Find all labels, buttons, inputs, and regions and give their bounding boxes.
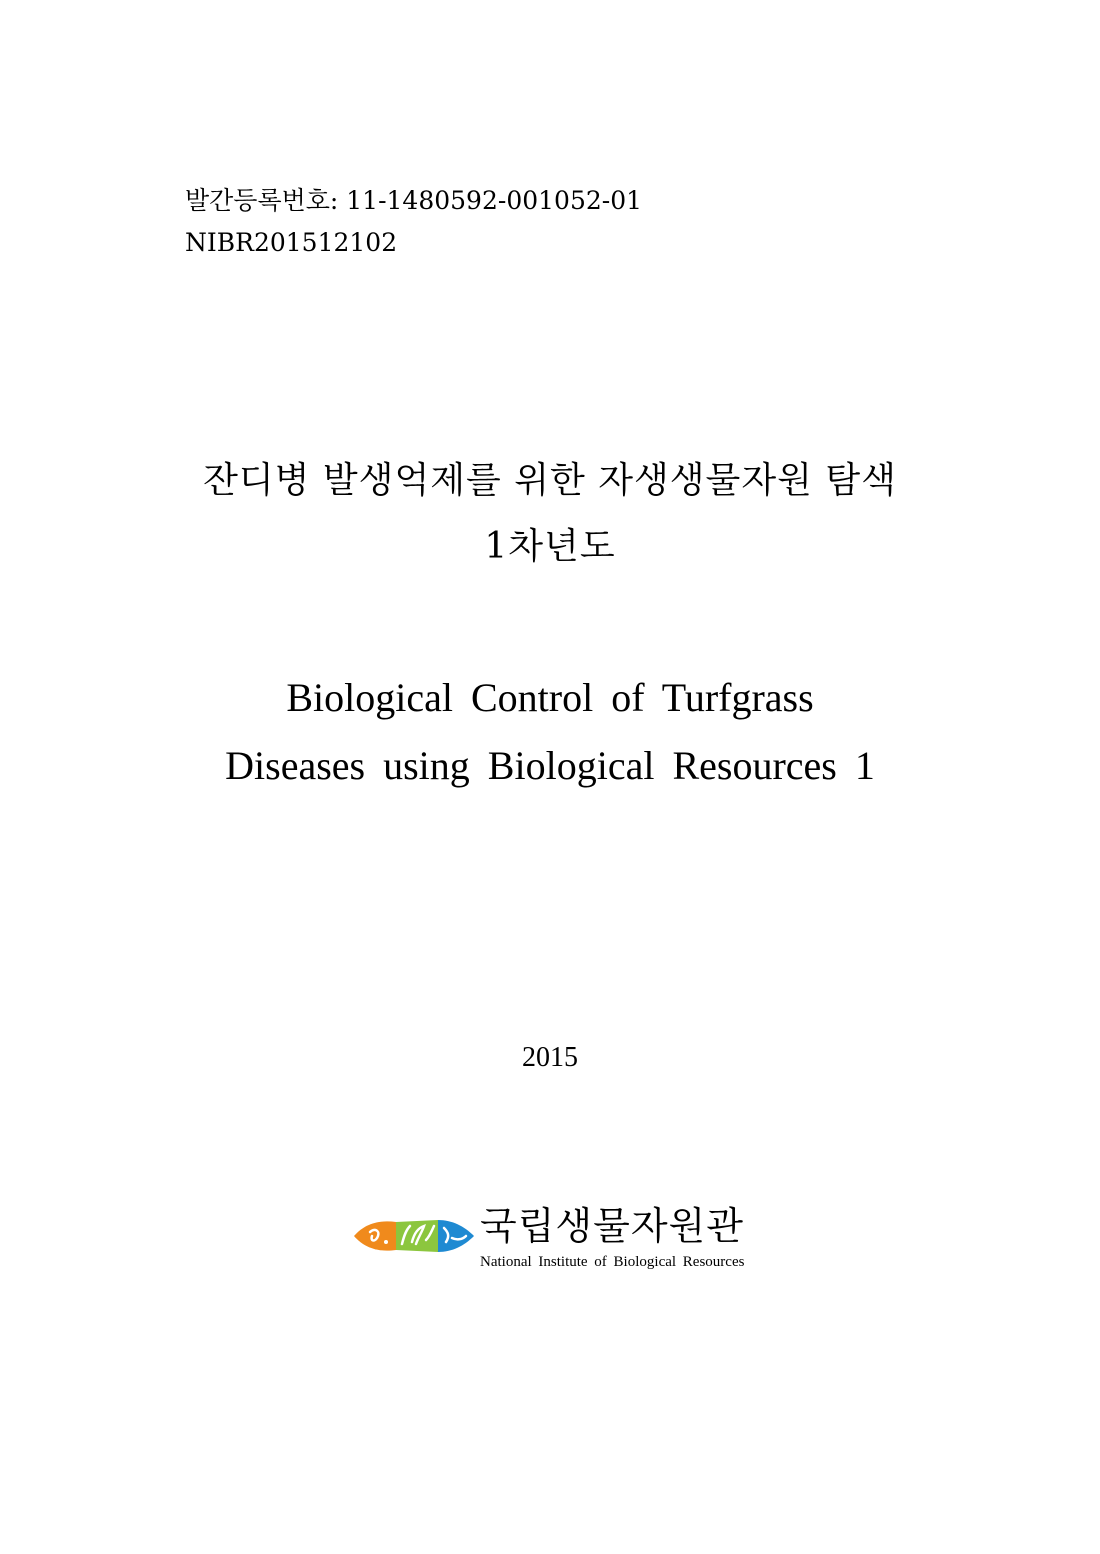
registration-block bbox=[185, 180, 642, 264]
publication-year: 2015 bbox=[522, 1042, 578, 1073]
registration-number: 발간등록번호: 11-1480592-001052-01 bbox=[185, 186, 643, 215]
publisher-name-korean: 국립생물자원관 bbox=[480, 1204, 744, 1248]
english-title-line-2: Diseases using Biological Resources 1 bbox=[225, 743, 875, 788]
nibr-logo-icon bbox=[352, 1214, 476, 1258]
publisher-logo bbox=[352, 1200, 772, 1280]
korean-title-line-2: 1차년도 bbox=[484, 526, 616, 567]
korean-title-line-1: 잔디병 발생억제를 위한 자생생물자원 탐색 bbox=[203, 460, 897, 501]
korean-title bbox=[0, 448, 1100, 580]
english-title-line-1: Biological Control of Turfgrass bbox=[286, 675, 814, 720]
english-title bbox=[0, 664, 1100, 800]
report-code: NIBR201512102 bbox=[185, 228, 398, 257]
publisher-name-english: National Institute of Biological Resources bbox=[480, 1254, 745, 1270]
